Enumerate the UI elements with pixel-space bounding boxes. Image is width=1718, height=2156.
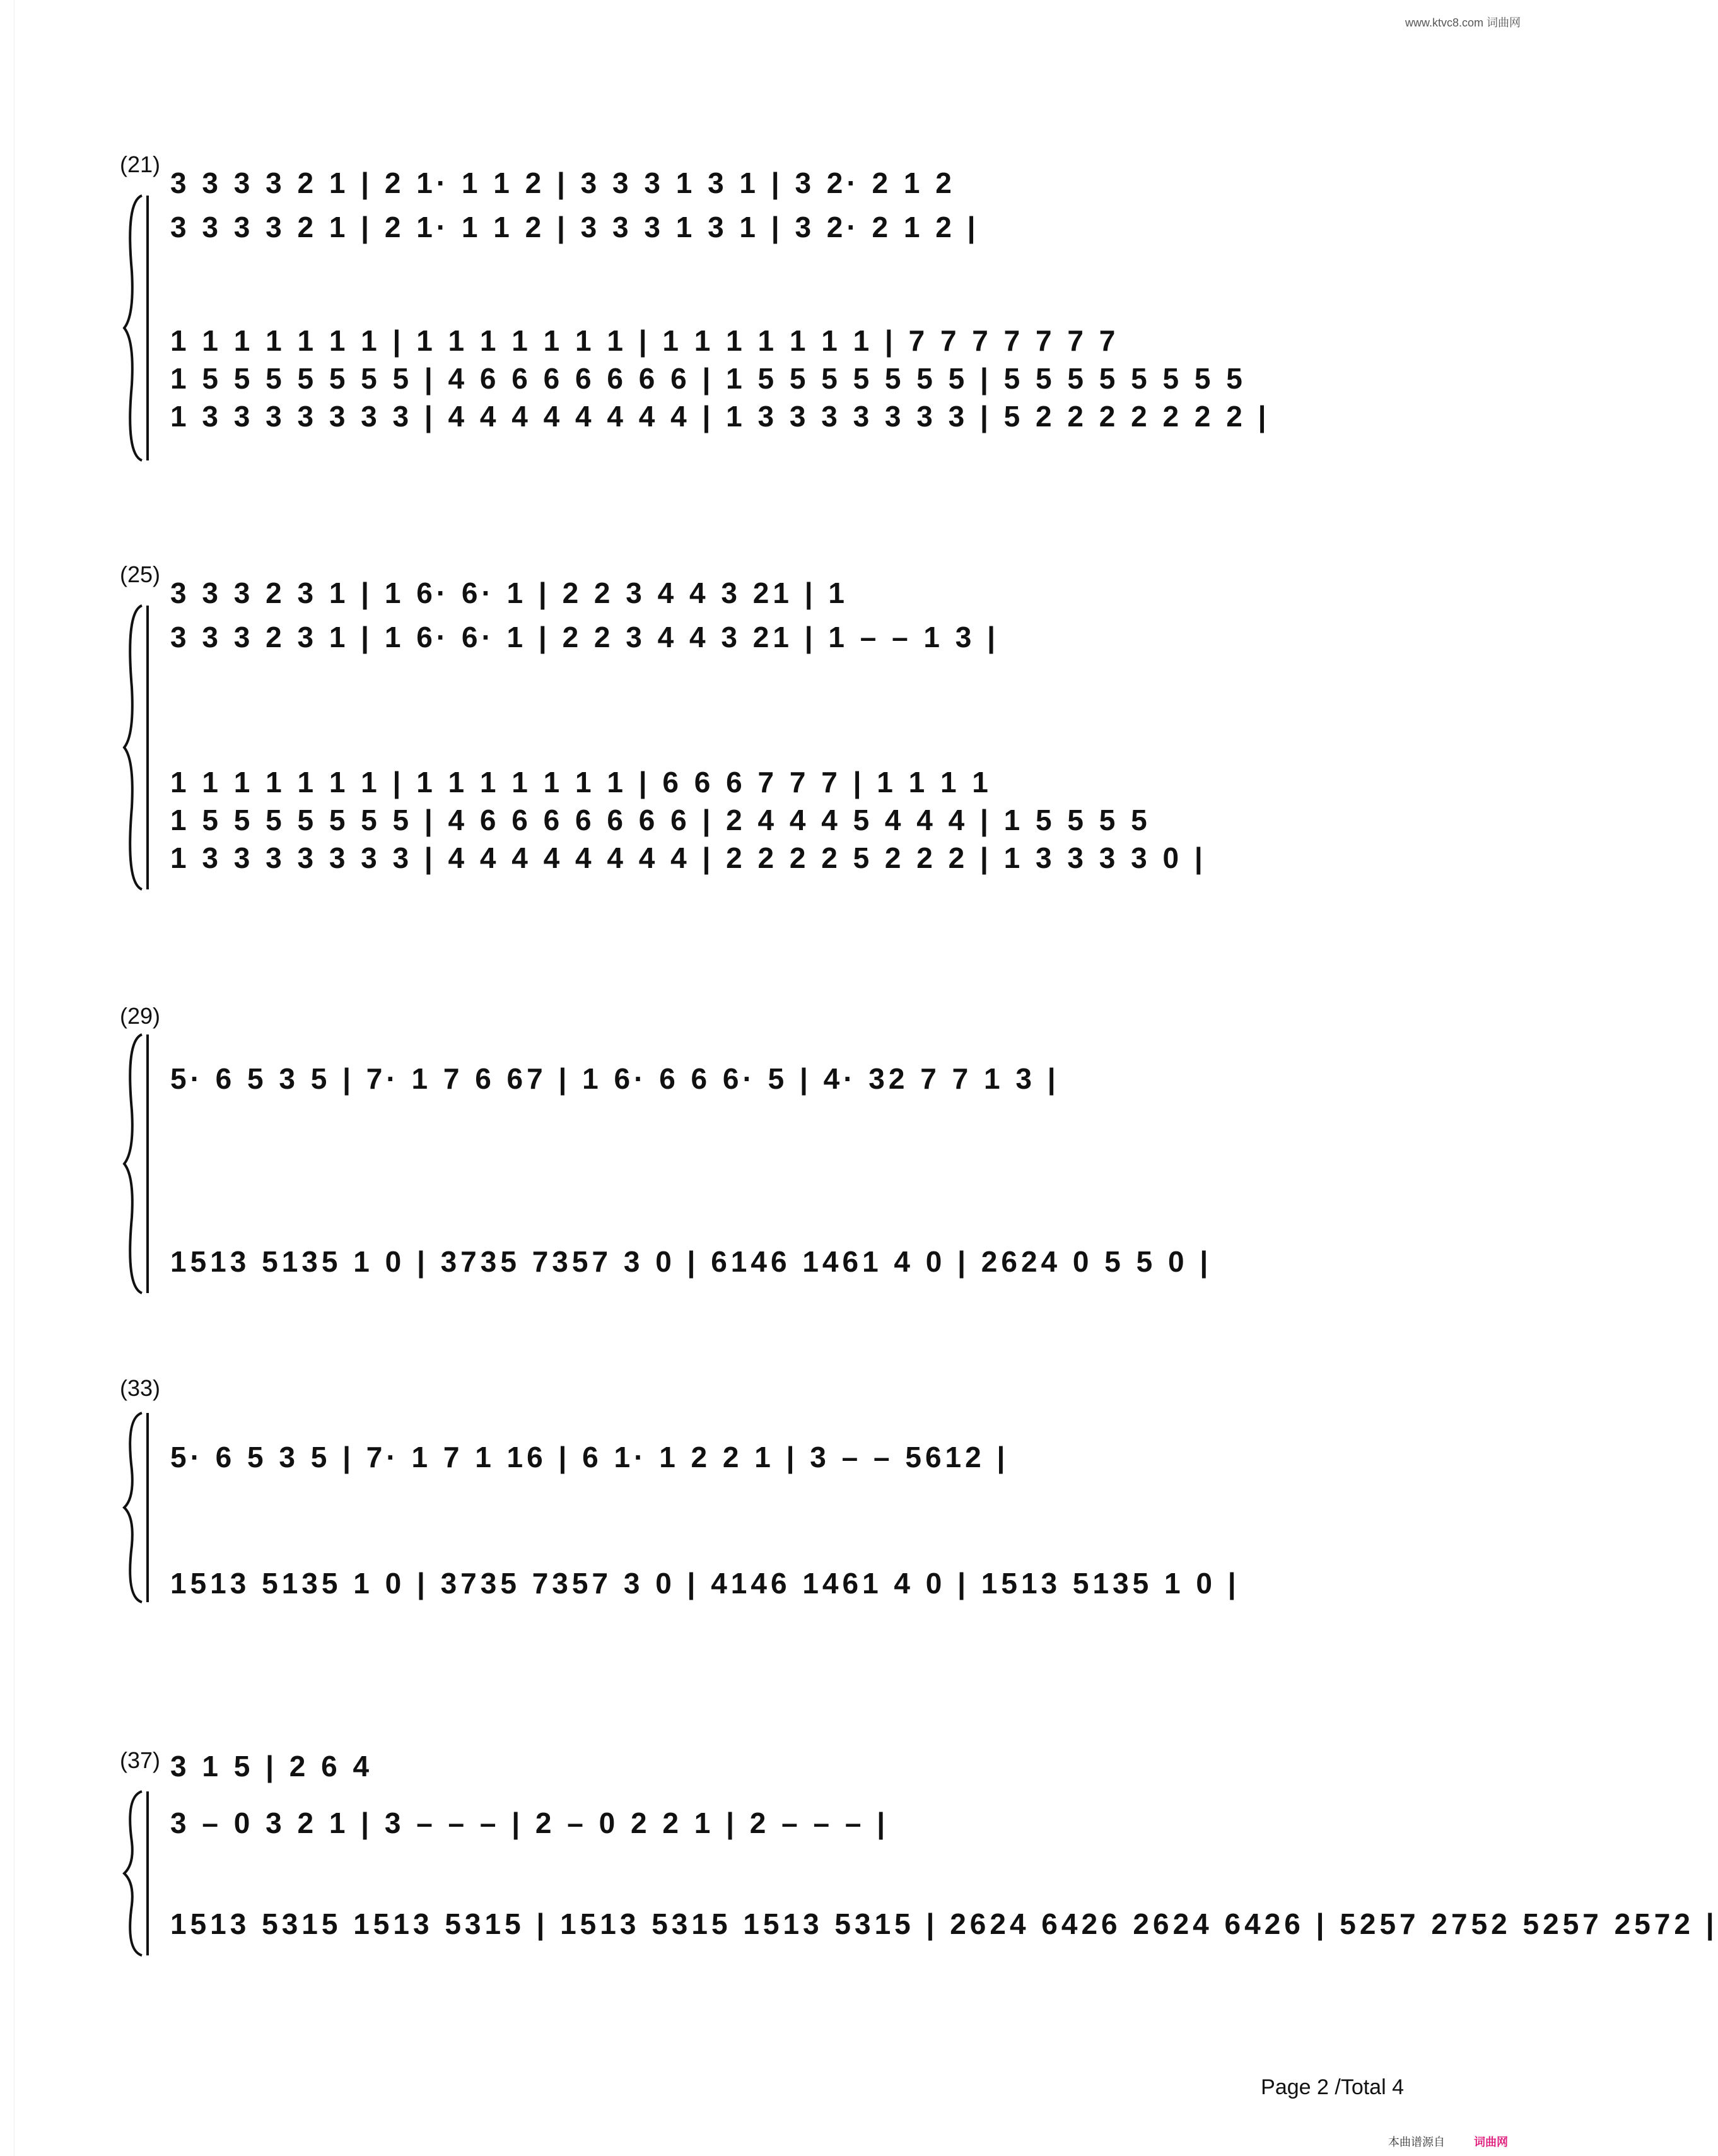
left-hand-bottom: 1 3 3 3 3 3 3 3 | 4 4 4 4 4 4 4 4 | 1 3 3 3 3 3 3 3 | 5 2 2 2 2 2 2 2 | [170, 400, 1270, 433]
left-hand-bottom: 1 3 3 3 3 3 3 3 | 4 4 4 4 4 4 4 4 | 2 2 2 2 5 2 2 2 | 1 3 3 3 3 0 | [170, 841, 1207, 874]
brace-icon [123, 606, 146, 889]
source-stamp: 本曲谱源自 [1388, 2136, 1445, 2148]
measure-number: (37) [120, 1747, 161, 1773]
left-hand-accompaniment: 1513 5135 1 0 | 3735 7357 3 0 | 6146 1461 4 0 | 2624 0 5 5 0 | [170, 1245, 1212, 1278]
measure-number: (21) [120, 151, 161, 177]
score-system-4 [0, 1369, 1533, 1621]
left-hand-middle: 1 5 5 5 5 5 5 5 | 4 6 6 6 6 6 6 6 | 1 5 5 5 5 5 5 5 | 5 5 5 5 5 5 5 5 [170, 362, 1246, 395]
right-hand-melody: 5· 6 5 3 5 | 7· 1 7 1 16 | 6 1· 1 2 2 1 | 3 – – 5612 | [170, 1441, 1009, 1473]
brace-icon [123, 1034, 146, 1293]
right-hand-lower: 3 3 3 3 2 1 | 2 1· 1 1 2 | 3 3 3 1 3 1 | 3 2· 2 1 2 | [170, 211, 979, 243]
measure-number: (25) [120, 561, 161, 587]
left-hand-middle: 1 5 5 5 5 5 5 5 | 4 6 6 6 6 6 6 6 | 2 4 4 4 5 4 4 4 | 1 5 5 5 5 [170, 804, 1151, 836]
system-barline [146, 1034, 149, 1293]
brand-stamp: 词曲网 [1474, 2136, 1508, 2148]
right-hand-upper: 3 3 3 2 3 1 | 1 6· 6· 1 | 2 2 3 4 4 3 21 | 1 [170, 577, 848, 609]
score-system-5 [0, 1665, 1718, 1968]
left-hand-top: 1 1 1 1 1 1 1 | 1 1 1 1 1 1 1 | 6 6 6 7 7 7 | 1 1 1 1 [170, 766, 992, 799]
right-hand-lower: 3 3 3 2 3 1 | 1 6· 6· 1 | 2 2 3 4 4 3 21 | 1 – – 1 3 | [170, 621, 1000, 653]
watermark-top: www.ktvc8.com 词曲网 [1405, 16, 1521, 29]
right-hand-chord-notes: 3 1 5 | 2 6 4 [170, 1750, 373, 1783]
right-hand-upper: 3 3 3 3 2 1 | 2 1· 1 1 2 | 3 3 3 1 3 1 | 3 2· 2 1 2 [170, 167, 955, 199]
brace-icon [123, 1413, 146, 1602]
measure-number: (29) [120, 1003, 161, 1029]
score-system-2 [0, 555, 1533, 908]
score-system-3 [0, 990, 1533, 1318]
left-hand-accompaniment: 1513 5135 1 0 | 3735 7357 3 0 | 4146 1461 4 0 | 1513 5135 1 0 | [170, 1567, 1240, 1600]
system-barline [146, 606, 149, 889]
system-barline [146, 1791, 149, 1955]
brace-icon [123, 1791, 146, 1955]
system-barline [146, 196, 149, 460]
left-hand-top: 1 1 1 1 1 1 1 | 1 1 1 1 1 1 1 | 1 1 1 1 1 1 1 | 7 7 7 7 7 7 7 [170, 324, 1119, 357]
brace-icon [123, 196, 146, 460]
left-hand-accompaniment: 1513 5315 1513 5315 | 1513 5315 1513 5315 | 2624 6426 2624 6426 | 5257 2752 5257 2572 | [170, 1907, 1718, 1940]
system-barline [146, 1413, 149, 1602]
right-hand-melody: 5· 6 5 3 5 | 7· 1 7 6 67 | 1 6· 6 6 6· 5 | 4· 32 7 7 1 3 | [170, 1062, 1060, 1095]
score-system-1 [0, 139, 1533, 467]
page-footer: Page 2 /Total 4 [1261, 2075, 1404, 2099]
measure-number: (33) [120, 1375, 161, 1401]
right-hand-melody: 3 – 0 3 2 1 | 3 – – – | 2 – 0 2 2 1 | 2 – – – | [170, 1807, 889, 1839]
